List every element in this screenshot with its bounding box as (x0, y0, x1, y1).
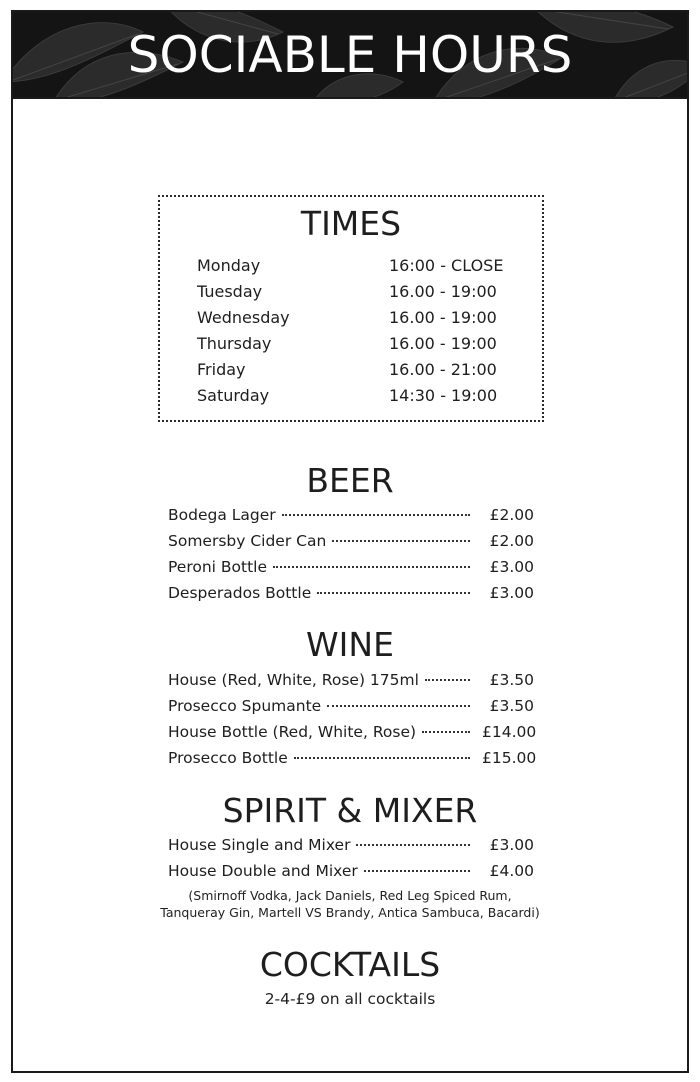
item-price: £15.00 (482, 749, 537, 767)
times-row (197, 357, 537, 383)
cocktails-heading: COCKTAILS (259, 945, 441, 984)
item-name: Prosecco Spumante (168, 697, 322, 715)
dot-leader (327, 705, 470, 707)
item-price: £14.00 (482, 723, 537, 741)
item-price: £2.00 (489, 532, 534, 550)
menu-item (168, 528, 534, 554)
opening-times-box (158, 195, 544, 422)
dot-leader (317, 592, 470, 594)
item-price: £3.50 (489, 671, 534, 689)
day-label: Tuesday (197, 282, 263, 301)
menu-item (168, 745, 537, 771)
dot-leader (422, 731, 470, 733)
item-name: Prosecco Bottle (168, 749, 288, 767)
times-row (197, 253, 537, 279)
day-label: Saturday (197, 386, 270, 405)
beer-heading: BEER (306, 461, 394, 500)
times-row (197, 331, 537, 357)
menu-item (168, 667, 534, 693)
dot-leader (294, 757, 470, 759)
item-name: Bodega Lager (168, 506, 276, 524)
item-name: House (Red, White, Rose) 175ml (168, 671, 419, 689)
item-price: £3.00 (489, 584, 534, 602)
menu-item (168, 832, 534, 858)
times-heading: TIMES (300, 204, 402, 243)
item-price: £4.00 (489, 862, 534, 880)
spirit-note-line-1: (Smirnoff Vodka, Jack Daniels, Red Leg Spiced Rum, (188, 888, 512, 903)
menu-item (168, 719, 537, 745)
menu-item (168, 554, 534, 580)
hours-value: 16:00 - CLOSE (389, 256, 504, 275)
spirit-note-line-2: Tanqueray Gin, Martell VS Brandy, Antica Sambuca, Bacardi) (160, 905, 540, 920)
hours-value: 14:30 - 19:00 (389, 386, 498, 405)
hours-value: 16.00 - 19:00 (389, 282, 497, 301)
day-label: Friday (197, 360, 246, 379)
header-banner (13, 12, 687, 99)
wine-heading: WINE (306, 625, 394, 664)
times-row (197, 305, 537, 331)
item-name: House Bottle (Red, White, Rose) (168, 723, 417, 741)
dot-leader (356, 844, 470, 846)
item-name: Desperados Bottle (168, 584, 312, 602)
item-name: Peroni Bottle (168, 558, 268, 576)
menu-item (168, 858, 534, 884)
menu-item (168, 580, 534, 606)
menu-item (168, 502, 534, 528)
dot-leader (364, 870, 470, 872)
item-price: £2.00 (489, 506, 534, 524)
item-price: £3.00 (489, 836, 534, 854)
dot-leader (273, 566, 470, 568)
hours-value: 16.00 - 21:00 (389, 360, 497, 379)
page-title: SOCIABLE HOURS (127, 26, 573, 84)
hours-value: 16.00 - 19:00 (389, 308, 497, 327)
times-row (197, 383, 537, 409)
item-price: £3.50 (489, 697, 534, 715)
hours-value: 16.00 - 19:00 (389, 334, 497, 353)
menu-frame (11, 10, 689, 1073)
spirit-heading: SPIRIT & MIXER (222, 791, 478, 830)
item-price: £3.00 (489, 558, 534, 576)
day-label: Monday (197, 256, 261, 275)
menu-item (168, 693, 534, 719)
item-name: House Single and Mixer (168, 836, 351, 854)
cocktails-offer: 2-4-£9 on all cocktails (264, 990, 436, 1008)
day-label: Thursday (197, 334, 272, 353)
item-name: Somersby Cider Can (168, 532, 327, 550)
day-label: Wednesday (197, 308, 290, 327)
dot-leader (282, 514, 470, 516)
dot-leader (332, 540, 470, 542)
dot-leader (425, 679, 470, 681)
times-row (197, 279, 537, 305)
item-name: House Double and Mixer (168, 862, 358, 880)
